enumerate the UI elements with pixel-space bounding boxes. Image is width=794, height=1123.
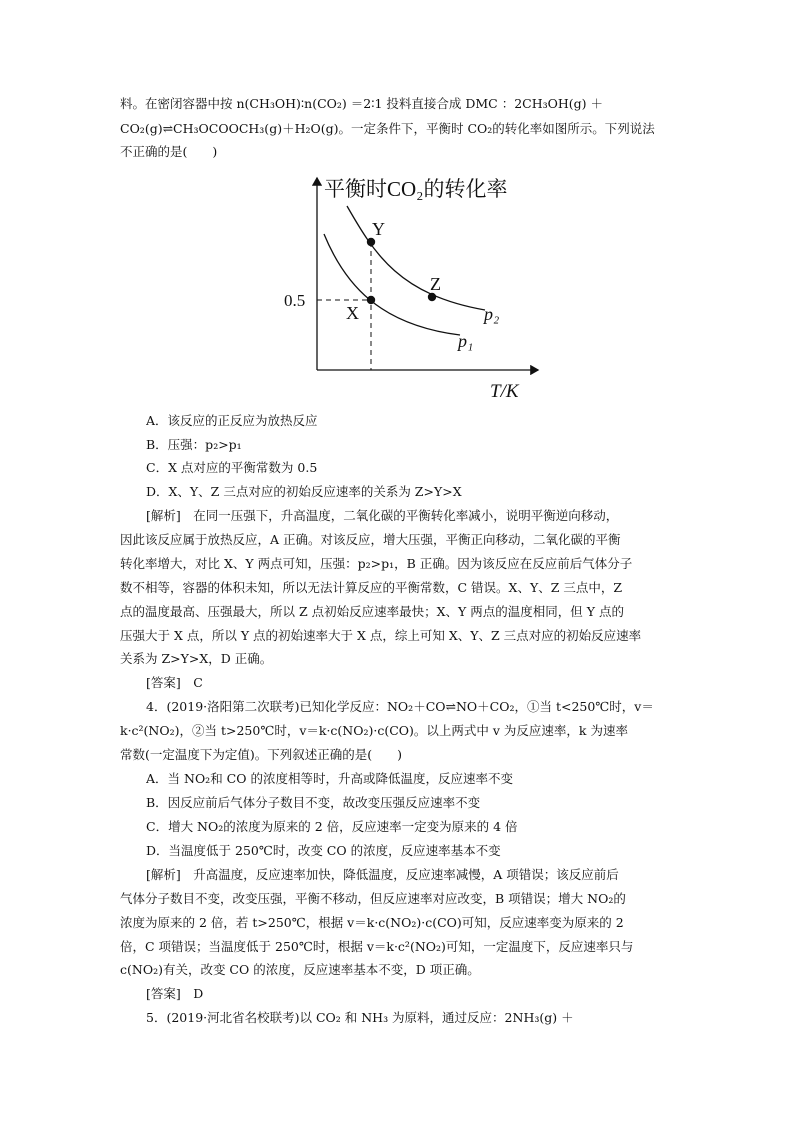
q4-option-d: D．当温度低于 250℃时，改变 CO 的浓度，反应速率基本不变 [146,843,501,858]
q5-stem-line: 5．(2019·河北省名校联考)以 CO₂ 和 NH₃ 为原料，通过反应：2NH₃(g) ＋ [146,1010,574,1025]
curve-p2 [347,206,485,310]
intro-line-3: 不正确的是( ) [120,144,218,159]
q3-analysis-line: 数不相等，容器的体积未知，所以无法计算反应的平衡常数，C 错误。X、Y、Z 三点中，Z [120,580,623,595]
conversion-rate-chart [250,170,550,410]
y-tick-label: 0.5 [284,291,306,310]
q4-stem-line: k·c²(NO₂)，②当 t>250℃时，v＝k·c(NO₂)·c(CO)。以上两式中 v 为反应速率，k 为速率 [120,723,628,738]
y-axis-label: 平衡时CO₂的转化率 [324,177,508,201]
point-z-label: Z [430,274,441,294]
q3-analysis-line: 关系为 Z>Y>X，D 正确。 [120,651,273,666]
q4-analysis-line: 浓度为原来的 2 倍，若 t>250℃，根据 v＝k·c(NO₂)·c(CO)可知，反应速率变为原来的 2 [120,915,624,930]
q3-analysis-line: 转化率增大，对比 X、Y 两点可知，压强：p₂>p₁，B 正确。因为该反应在反应前后气体分子 [120,556,633,571]
point-x-label: X [346,303,359,323]
point-x [367,296,375,304]
intro-line-1: 料。在密闭容器中按 n(CH₃OH)∶n(CO₂) ＝2∶1 投料直接合成 DMC ：2CH₃OH(g) ＋ [120,96,604,111]
q3-analysis-line: 点的温度最高、压强最大，所以 Z 点初始反应速率最快；X、Y 两点的温度相同，但 Y 点的 [120,604,624,619]
q4-option-b: B．因反应前后气体分子数目不变，故改变压强反应速率不变 [146,795,481,810]
q3-analysis-line: 因此该反应属于放热反应，A 正确。对该反应，增大压强，平衡正向移动，二氧化碳的平衡 [120,532,621,547]
q4-option-a: A．当 NO₂和 CO 的浓度相等时，升高或降低温度，反应速率不变 [146,771,513,786]
q3-analysis-line: [解析] 在同一压强下，升高温度，二氧化碳的平衡转化率减小，说明平衡逆向移动， [146,508,619,523]
q3-analysis-line: 压强大于 X 点，所以 Y 点的初始速率大于 X 点，综上可知 X、Y、Z 三点对应的初始反应速率 [120,628,642,643]
q4-stem-line: 4．(2019·洛阳第二次联考)已知化学反应：NO₂＋CO⇌NO＋CO₂，①当 t<250℃时，v＝ [146,699,654,714]
q4-analysis-line: 气体分子数目不变，改变压强，平衡不移动，但反应速率对应改变，B 项错误；增大 NO₂的 [120,891,626,906]
q3-option-c: C．X 点对应的平衡常数为 0.5 [146,460,318,475]
q4-analysis-line: [解析] 升高温度，反应速率加快，降低温度，反应速率减慢，A 项错误；该反应前后 [146,867,619,882]
q3-option-b: B．压强：p₂>p₁ [146,437,242,452]
curve-p2-label: p₂ [484,304,500,324]
point-z [428,293,436,301]
intro-line-2: CO₂(g)⇌CH₃OCOOCH₃(g)＋H₂O(g)。一定条件下，平衡时 CO₂的转化率如图所示。下列说法 [120,121,655,136]
point-y-label: Y [372,219,385,239]
q4-answer: [答案] D [146,986,204,1001]
q4-analysis-line: 倍，C 项错误；当温度低于 250℃时，根据 v＝k·c²(NO₂)可知，一定温度下，反应速率只与 [120,939,634,954]
q4-analysis-line: c(NO₂)有关，改变 CO 的浓度，反应速率基本不变，D 项正确。 [120,962,480,977]
q3-option-d: D．X、Y、Z 三点对应的初始反应速率的关系为 Z>Y>X [146,484,462,499]
q3-option-a: A．该反应的正反应为放热反应 [146,413,318,428]
q4-stem-line: 常数(一定温度下为定值)。下列叙述正确的是( ) [120,747,403,762]
q3-answer: [答案] C [146,675,203,690]
q4-option-c: C．增大 NO₂的浓度为原来的 2 倍，反应速率一定变为原来的 4 倍 [146,819,518,834]
point-y [367,238,375,246]
x-axis-label: T/K [490,381,519,402]
curve-p1-label: p₁ [458,331,474,351]
